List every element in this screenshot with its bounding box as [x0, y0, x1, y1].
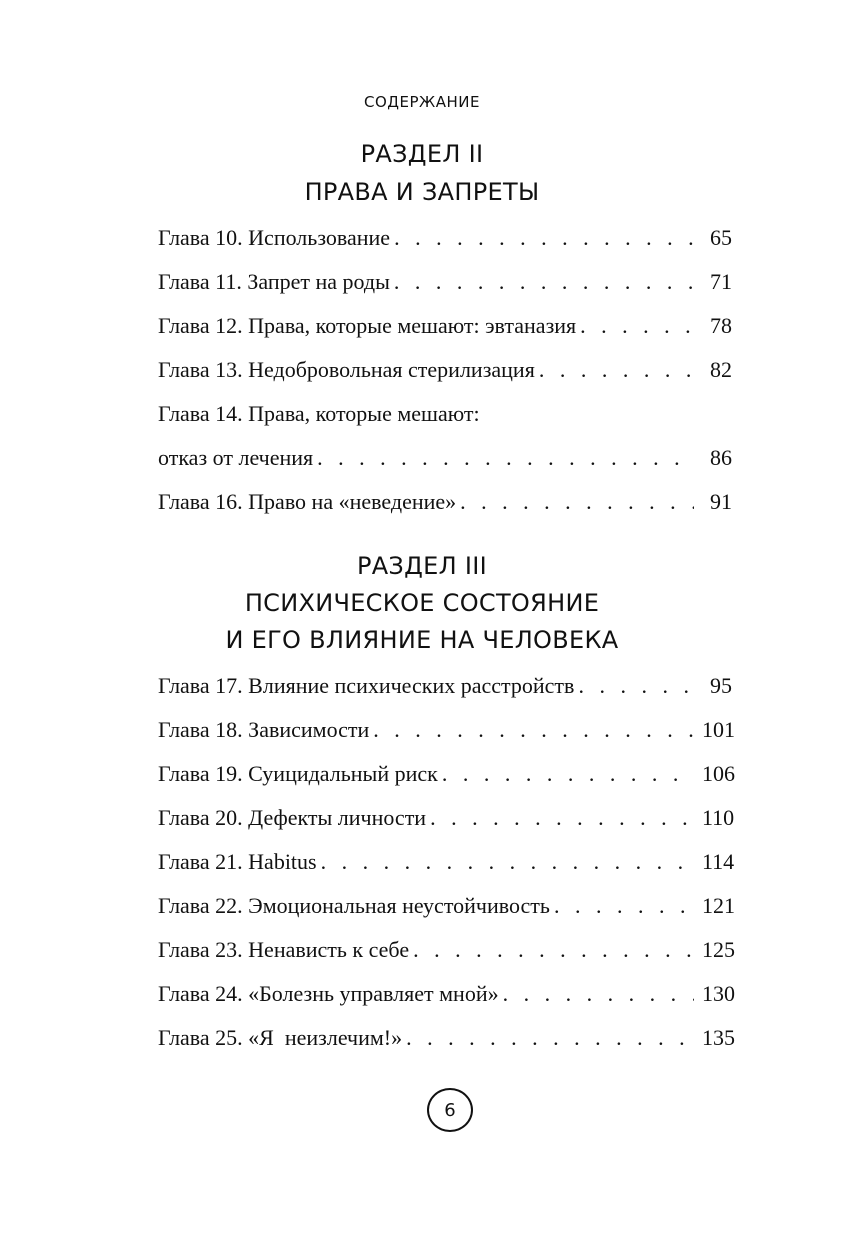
toc-entry-title: Глава 18. Зависимости	[158, 717, 370, 742]
toc-entry[interactable]	[158, 216, 732, 260]
toc-list-section-2	[158, 216, 732, 524]
toc-entry-page: 91	[710, 489, 732, 514]
toc-entry-title: Глава 13. Недобровольная стерилизация	[158, 357, 535, 382]
toc-entry-title: Глава 20. Дефекты личности	[158, 805, 427, 830]
dot-leader	[413, 928, 694, 972]
toc-entry-title: Глава 23. Ненависть к себе	[158, 937, 410, 962]
toc-entry-title: Глава 19. Суицидальный риск	[158, 761, 438, 786]
toc-entry-title: Глава 24. «Болезнь управляет мной»	[158, 981, 499, 1006]
dot-leader	[539, 348, 694, 392]
toc-entry[interactable]	[158, 840, 735, 884]
toc-entry-title: Глава 12. Права, которые мешают: эвтаназия	[158, 313, 577, 338]
toc-entry-page: 65	[710, 225, 732, 250]
toc-entry-title: Глава 11. Запрет на роды	[158, 269, 390, 294]
toc-entry-page: 95	[710, 673, 732, 698]
dot-leader	[373, 708, 694, 752]
dot-leader	[394, 260, 694, 304]
section-3-label: РАЗДЕЛ III	[356, 552, 488, 580]
toc-entry[interactable]	[158, 884, 735, 928]
toc-entry-title-continued: отказ от лечения	[158, 445, 314, 470]
dot-leader	[578, 664, 694, 708]
toc-entry-page: 125	[702, 937, 735, 962]
section-3-title-line-2: И ЕГО ВЛИЯНИЕ НА ЧЕЛОВЕКА	[225, 626, 619, 654]
toc-entry[interactable]	[158, 1016, 735, 1060]
dot-leader	[580, 304, 694, 348]
toc-entry-title: Глава 25. «Я неизлечим!»	[158, 1025, 403, 1050]
toc-entry-page: 71	[710, 269, 732, 294]
toc-entry[interactable]	[158, 260, 732, 304]
dot-leader	[394, 216, 694, 260]
toc-entry-title: Глава 10. Использование	[158, 225, 391, 250]
toc-entry[interactable]	[158, 928, 735, 972]
dot-leader	[460, 480, 694, 524]
dot-leader	[430, 796, 694, 840]
section-3-title-line-1: ПСИХИЧЕСКОЕ СОСТОЯНИЕ	[244, 589, 600, 617]
running-head: СОДЕРЖАНИЕ	[364, 93, 480, 111]
section-2-title: ПРАВА И ЗАПРЕТЫ	[304, 178, 540, 206]
toc-entry-title: Глава 21. Habitus	[158, 849, 317, 874]
toc-entry[interactable]	[158, 480, 732, 524]
toc-entry[interactable]	[158, 708, 735, 752]
toc-entry[interactable]	[158, 796, 735, 840]
dot-leader	[442, 752, 694, 796]
toc-entry[interactable]	[158, 304, 732, 348]
section-2-label: РАЗДЕЛ II	[360, 140, 484, 168]
toc-entry-page: 101	[702, 717, 735, 742]
toc-entry-page: 130	[702, 981, 735, 1006]
toc-entry-page: 82	[710, 357, 732, 382]
page-number-circle	[427, 1088, 473, 1132]
toc-entry-title: Глава 16. Право на «неведение»	[158, 489, 457, 514]
page-number: 6	[444, 1099, 456, 1121]
toc-entry-title: Глава 17. Влияние психических расстройств	[158, 673, 575, 698]
toc-entry-page: 110	[702, 805, 735, 830]
toc-entry-title: Глава 22. Эмоциональная неустойчивость	[158, 893, 550, 918]
toc-entry-page: 86	[710, 445, 732, 470]
dot-leader	[317, 436, 694, 480]
toc-entry-page: 114	[702, 849, 735, 874]
toc-entry-title: Глава 14. Права, которые мешают:	[158, 401, 480, 426]
toc-entry-line-1	[158, 392, 732, 436]
toc-entry[interactable]	[158, 664, 732, 708]
toc-entry-page: 121	[702, 893, 735, 918]
toc-list-section-3	[158, 664, 735, 1060]
dot-leader	[406, 1016, 694, 1060]
toc-entry[interactable]	[158, 392, 732, 480]
toc-entry[interactable]	[158, 972, 735, 1016]
toc-entry-page: 78	[710, 313, 732, 338]
toc-entry[interactable]	[158, 348, 732, 392]
dot-leader	[321, 840, 694, 884]
dot-leader	[503, 972, 694, 1016]
toc-entry[interactable]	[158, 752, 735, 796]
toc-entry-line-2	[158, 436, 732, 480]
dot-leader	[554, 884, 694, 928]
toc-entry-page: 135	[702, 1025, 735, 1050]
toc-entry-page: 106	[702, 761, 735, 786]
